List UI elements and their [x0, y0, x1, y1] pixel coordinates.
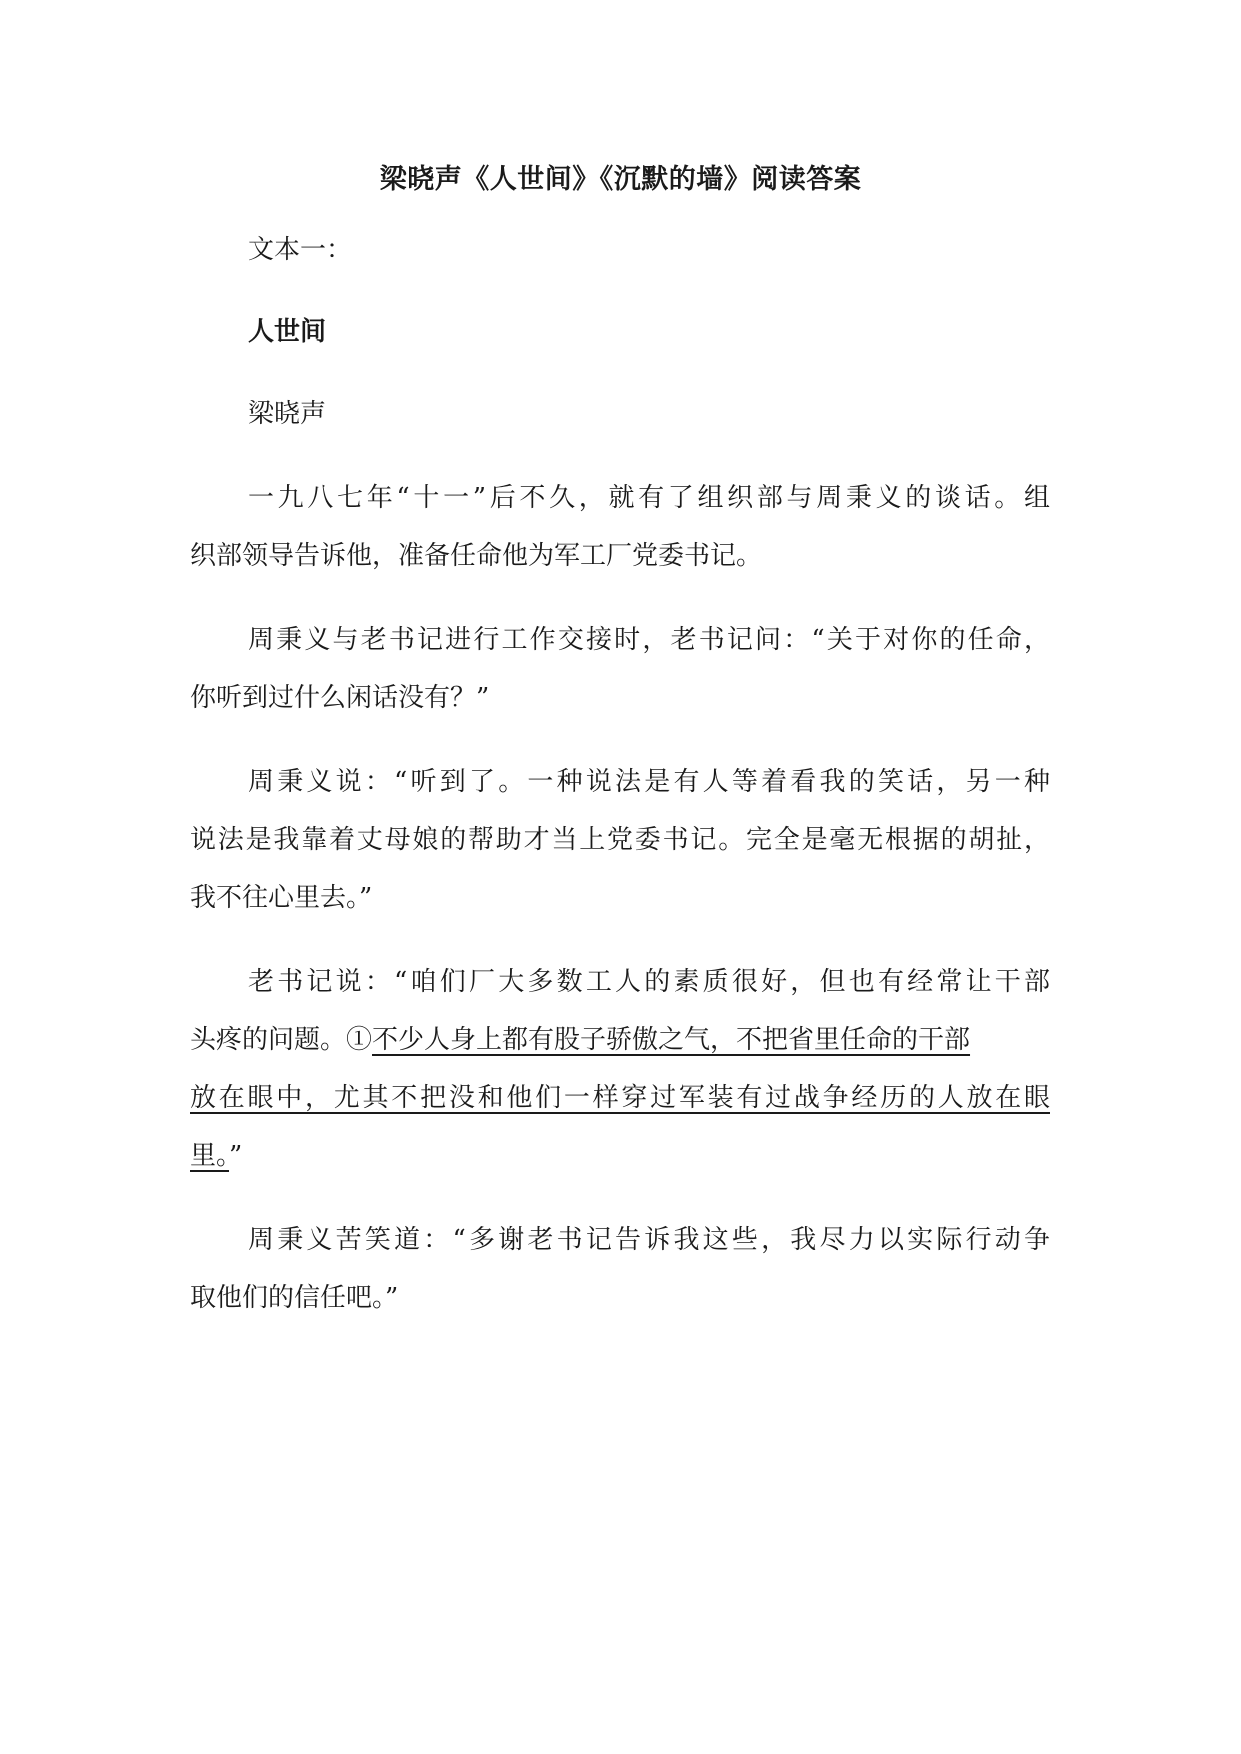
underlined-sentence-1-part-2: 放在眼中，尤其不把没和他们一样穿过军装有过战争经历的人放在眼: [190, 1083, 1050, 1113]
paragraph-5-line-1: 周秉义苦笑道：“多谢老书记告诉我这些，我尽力以实际行动争: [248, 1225, 1050, 1255]
paragraph-1-line-1: 一九八七年“十一”后不久，就有了组织部与周秉义的谈话。组: [248, 483, 1050, 513]
paragraph-2-line-1: 周秉义与老书记进行工作交接时，老书记问：“关于对你的任命，: [248, 625, 1050, 655]
section-label: 文本一：: [248, 235, 353, 265]
paragraph-5-line-2: 取他们的信任吧。”: [190, 1283, 399, 1313]
article-author: 梁晓声: [248, 399, 327, 429]
article-title: 人世间: [248, 317, 327, 347]
paragraph-2-line-2: 你听到过什么闲话没有？”: [190, 683, 490, 713]
paragraph-4-line-1: 老书记说：“咱们厂大多数工人的素质很好，但也有经常让干部: [248, 967, 1050, 997]
paragraph-3-line-3: 我不往心里去。”: [190, 883, 373, 913]
paragraph-4-line-4-suffix: ”: [229, 1141, 243, 1171]
paragraph-4-line-4: [190, 1136, 1050, 1176]
underlined-sentence-1-part-1: 不少人身上都有股子骄傲之气，不把省里任命的干部: [372, 1025, 971, 1055]
underlined-sentence-1-part-3: 里。: [190, 1141, 230, 1171]
paragraph-1-line-2: 织部领导告诉他，准备任命他为军工厂党委书记。: [190, 541, 763, 571]
paragraph-4-line-2-prefix: 头疼的问题。①: [190, 1025, 373, 1055]
document-title: 梁晓声《人世间》《沉默的墙》阅读答案: [379, 164, 862, 195]
paragraph-4-line-2: [190, 1020, 1050, 1060]
paragraph-3-line-1: 周秉义说：“听到了。一种说法是有人等着看我的笑话，另一种: [248, 767, 1050, 797]
paragraph-3-line-2: 说法是我靠着丈母娘的帮助才当上党委书记。完全是毫无根据的胡扯，: [190, 825, 1050, 855]
